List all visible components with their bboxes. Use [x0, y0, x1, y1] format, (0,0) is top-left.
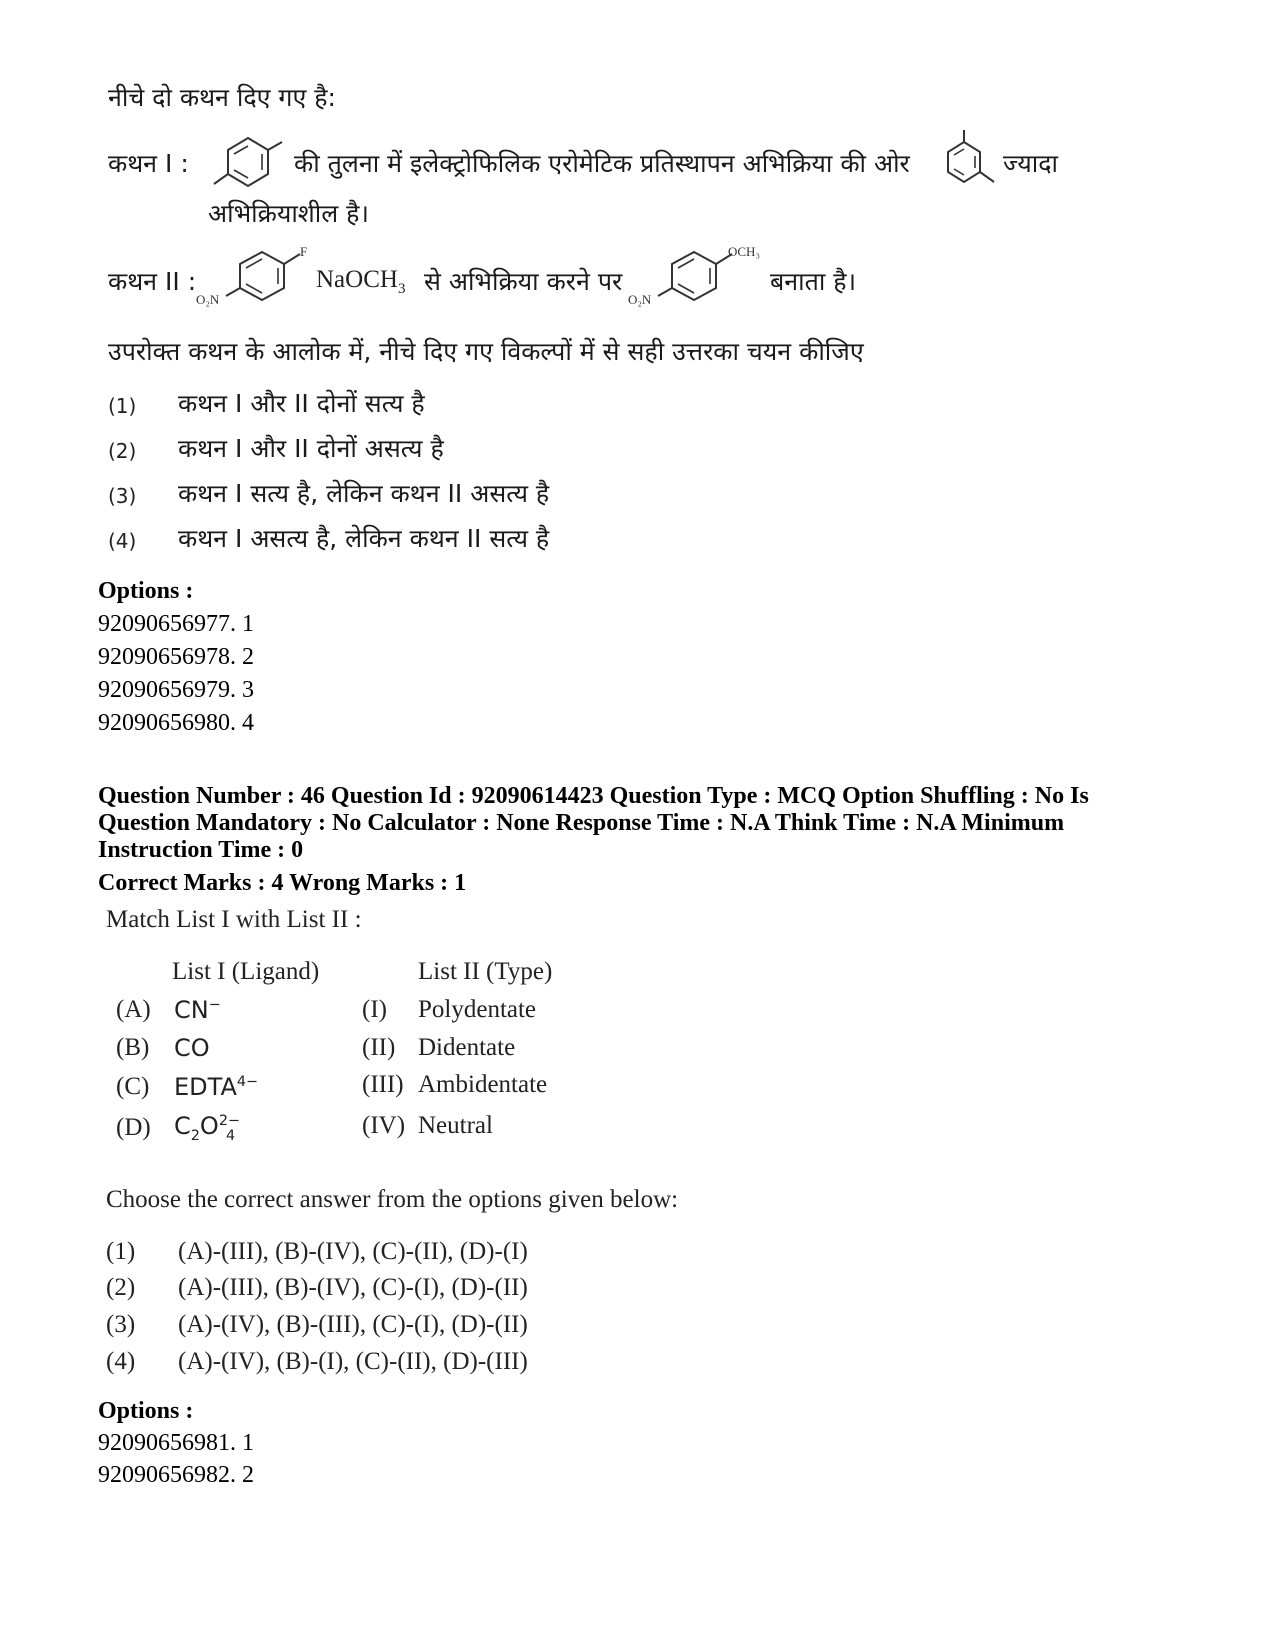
nitro-label-2: O₂N [628, 292, 652, 307]
q46-meta-line2: Question Mandatory : No Calculator : None Response Time : N.A Think Time : N.A Minimum [98, 810, 1065, 836]
list2-header: List II (Type) [418, 958, 553, 985]
list2-row-text: Didentate [418, 1034, 516, 1061]
q46-choice-text: (A)-(IV), (B)-(I), (C)-(II), (D)-(III) [178, 1348, 528, 1375]
m-xylene-structure-icon [938, 128, 998, 194]
q46-choose: Choose the correct answer from the options given below: [106, 1186, 679, 1213]
option-item: 92090656981. 1 [98, 1430, 254, 1456]
q45-choice-text: कथन I और II दोनों सत्य है [178, 389, 425, 418]
q45-choice-num: (1) [108, 394, 137, 418]
methoxy-label: OCH₃ [728, 244, 760, 259]
q45-choice-num: (3) [108, 484, 137, 508]
q46-choice-num: (4) [106, 1348, 136, 1375]
nitro-label-1: O₂N [196, 292, 220, 307]
option-item: 92090656982. 2 [98, 1462, 254, 1488]
q46-choice-text: (A)-(III), (B)-(IV), (C)-(II), (D)-(I) [178, 1238, 528, 1265]
toluene-structure-icon [208, 132, 288, 192]
q46-options-heading: Options : [98, 1398, 194, 1424]
q45-stmt2-text-b: बनाता है। [770, 267, 857, 296]
list1-row-label: (C) [116, 1073, 150, 1100]
q45-options-heading: Options : [98, 578, 194, 604]
q45-stmt1-text-c: अभिक्रियाशील है। [208, 199, 369, 228]
sodium-methoxide-reagent: NaOCH$_3$ [316, 266, 406, 297]
q45-choice-text: कथन I असत्य है, लेकिन कथन II सत्य है [178, 524, 550, 553]
list2-row-label: (I) [362, 996, 387, 1023]
list2-row-label: (III) [362, 1071, 404, 1098]
ligand-formula: $EDTA^{4-}$ [174, 1073, 259, 1101]
q45-stmt2-label: कथन II : [108, 267, 197, 296]
q45-choice-text: कथन I और II दोनों असत्य है [178, 434, 444, 463]
option-item: 92090656979. 3 [98, 677, 254, 703]
list2-row-label: (II) [362, 1034, 396, 1061]
q46-choice-num: (2) [106, 1274, 136, 1301]
q45-intro: नीचे दो कथन दिए गए है: [108, 83, 336, 112]
q46-choice-num: (3) [106, 1311, 136, 1338]
ligand-formula: CO [174, 1034, 210, 1062]
q46-meta-line1: Question Number : 46 Question Id : 92090614423 Question Type : MCQ Option Shuffling : No Is [98, 783, 1089, 809]
list2-row-label: (IV) [362, 1112, 406, 1139]
list1-row-label: (B) [116, 1034, 150, 1061]
q45-stmt2-text-a: से अभिक्रिया करने पर [424, 267, 623, 296]
q45-instruction: उपरोक्त कथन के आलोक में, नीचे दिए गए विकल्पों में से सही उत्तरका चयन कीजिए [108, 337, 864, 366]
list1-row-label: (D) [116, 1114, 151, 1141]
q46-choice-text: (A)-(IV), (B)-(III), (C)-(I), (D)-(II) [178, 1311, 528, 1338]
option-item: 92090656978. 2 [98, 644, 254, 670]
option-item: 92090656980. 4 [98, 710, 254, 736]
q46-prompt: Match List I with List II : [106, 906, 362, 933]
q46-choice-num: (1) [106, 1238, 136, 1265]
q45-choice-num: (4) [108, 529, 137, 553]
q46-marks: Correct Marks : 4 Wrong Marks : 1 [98, 870, 467, 896]
list1-row-label: (A) [116, 996, 151, 1023]
q46-choice-text: (A)-(III), (B)-(IV), (C)-(I), (D)-(II) [178, 1274, 528, 1301]
list1-header: List I (Ligand) [172, 958, 320, 985]
q45-stmt1-label: कथन I : [108, 149, 189, 178]
q45-choice-text: कथन I सत्य है, लेकिन कथन II असत्य है [178, 479, 550, 508]
list2-row-text: Neutral [418, 1112, 493, 1139]
q45-stmt1-text-a: की तुलना में इलेक्ट्रोफिलिक एरोमेटिक प्रतिस्थापन अभिक्रिया की ओर [294, 149, 910, 178]
ligand-formula: $C_2O^{2-}_4$ [174, 1112, 241, 1144]
q46-meta-line3: Instruction Time : 0 [98, 837, 304, 863]
list2-row-text: Polydentate [418, 996, 537, 1023]
q45-stmt1-text-b: ज्यादा [1003, 149, 1059, 178]
ligand-formula: CN− [174, 996, 221, 1024]
fluoro-label: F [300, 244, 308, 259]
option-item: 92090656977. 1 [98, 611, 254, 637]
q45-choice-num: (2) [108, 439, 137, 463]
list2-row-text: Ambidentate [418, 1071, 548, 1098]
